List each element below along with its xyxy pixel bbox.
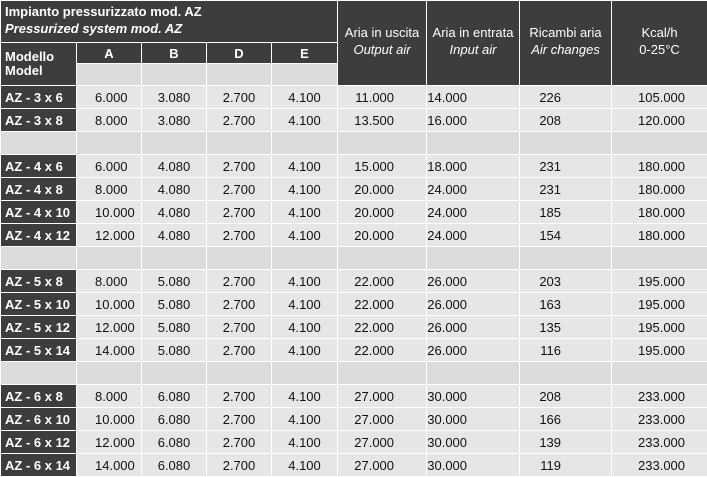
- spacer-cell: [612, 247, 707, 270]
- group-spacer-row: [1, 132, 707, 155]
- cell-kcal: 120.000: [612, 109, 707, 132]
- cell-e: 4.100: [272, 293, 338, 316]
- cell-b: 3.080: [142, 109, 207, 132]
- cell-e: 4.100: [272, 224, 338, 247]
- cell-output-air: 20.000: [338, 201, 427, 224]
- table-row: [1, 339, 707, 362]
- cell-e: 4.100: [272, 201, 338, 224]
- cell-d: 2.700: [207, 339, 272, 362]
- cell-kcal: 233.000: [612, 454, 707, 477]
- cell-b: 4.080: [142, 201, 207, 224]
- cell-input-air: 24.000: [427, 201, 520, 224]
- cell-d: 2.700: [207, 293, 272, 316]
- cell-output-air: 27.000: [338, 408, 427, 431]
- cell-model: AZ - 6 x 14: [1, 454, 77, 477]
- table-title: Impianto pressurizzato mod. AZ Pressurized system mod. AZ: [1, 1, 338, 43]
- cell-air-changes: 116: [520, 339, 612, 362]
- cell-air-changes: 185: [520, 201, 612, 224]
- cell-output-air: 27.000: [338, 454, 427, 477]
- cell-output-air: 22.000: [338, 339, 427, 362]
- cell-e: 4.100: [272, 431, 338, 454]
- table-row: [1, 224, 707, 247]
- cell-air-changes: 203: [520, 270, 612, 293]
- spacer-cell: [520, 247, 612, 270]
- spacer-cell: [272, 132, 338, 155]
- cell-e: 4.100: [272, 385, 338, 408]
- cell-input-air: 26.000: [427, 293, 520, 316]
- cell-e: 4.100: [272, 408, 338, 431]
- cell-kcal: 233.000: [612, 431, 707, 454]
- cell-output-air: 27.000: [338, 385, 427, 408]
- cell-input-air: 18.000: [427, 155, 520, 178]
- cell-e: 4.100: [272, 178, 338, 201]
- cell-output-air: 22.000: [338, 270, 427, 293]
- cell-model: AZ - 4 x 10: [1, 201, 77, 224]
- spacer-cell: [427, 247, 520, 270]
- cell-a: 14.000: [77, 339, 142, 362]
- cell-b: 6.080: [142, 431, 207, 454]
- cell-a: 8.000: [77, 270, 142, 293]
- header-model: Modello Model: [1, 43, 77, 86]
- cell-d: 2.700: [207, 385, 272, 408]
- cell-e: 4.100: [272, 155, 338, 178]
- header-col-d: D: [207, 43, 272, 64]
- cell-air-changes: 135: [520, 316, 612, 339]
- cell-a: 12.000: [77, 431, 142, 454]
- cell-b: 6.080: [142, 454, 207, 477]
- cell-model: AZ - 5 x 14: [1, 339, 77, 362]
- cell-a: 8.000: [77, 178, 142, 201]
- cell-output-air: 22.000: [338, 293, 427, 316]
- cell-kcal: 233.000: [612, 408, 707, 431]
- cell-d: 2.700: [207, 109, 272, 132]
- cell-model: AZ - 4 x 6: [1, 155, 77, 178]
- cell-air-changes: 231: [520, 178, 612, 201]
- table-row: [1, 293, 707, 316]
- cell-model: AZ - 3 x 6: [1, 86, 77, 109]
- cell-model: AZ - 4 x 8: [1, 178, 77, 201]
- cell-a: 6.000: [77, 86, 142, 109]
- cell-b: 6.080: [142, 385, 207, 408]
- cell-air-changes: 139: [520, 431, 612, 454]
- cell-air-changes: 231: [520, 155, 612, 178]
- cell-input-air: 14.000: [427, 86, 520, 109]
- cell-a: 10.000: [77, 201, 142, 224]
- group-spacer-row: [1, 362, 707, 385]
- cell-a: 6.000: [77, 155, 142, 178]
- spacer-cell: [612, 132, 707, 155]
- cell-b: 3.080: [142, 86, 207, 109]
- cell-air-changes: 208: [520, 109, 612, 132]
- spacer-cell: [427, 132, 520, 155]
- header-output-air: Aria in uscita Output air: [338, 1, 427, 86]
- table-row: [1, 109, 707, 132]
- cell-a: 10.000: [77, 293, 142, 316]
- cell-input-air: 26.000: [427, 316, 520, 339]
- cell-e: 4.100: [272, 454, 338, 477]
- cell-output-air: 20.000: [338, 178, 427, 201]
- cell-d: 2.700: [207, 178, 272, 201]
- spacer-cell: [1, 362, 77, 385]
- cell-air-changes: 163: [520, 293, 612, 316]
- cell-d: 2.700: [207, 431, 272, 454]
- cell-air-changes: 119: [520, 454, 612, 477]
- cell-d: 2.700: [207, 224, 272, 247]
- table-body: [1, 86, 707, 477]
- cell-air-changes: 208: [520, 385, 612, 408]
- cell-b: 5.080: [142, 316, 207, 339]
- cell-kcal: 180.000: [612, 224, 707, 247]
- cell-input-air: 30.000: [427, 431, 520, 454]
- cell-d: 2.700: [207, 86, 272, 109]
- spacer-cell: [77, 362, 142, 385]
- cell-input-air: 30.000: [427, 385, 520, 408]
- cell-kcal: 180.000: [612, 178, 707, 201]
- cell-input-air: 16.000: [427, 109, 520, 132]
- cell-a: 8.000: [77, 385, 142, 408]
- cell-kcal: 195.000: [612, 339, 707, 362]
- spacer-cell: [1, 132, 77, 155]
- cell-output-air: 13.500: [338, 109, 427, 132]
- spacer-cell: [272, 247, 338, 270]
- cell-b: 5.080: [142, 339, 207, 362]
- cell-a: 12.000: [77, 316, 142, 339]
- spacer-cell: [338, 247, 427, 270]
- header-col-a: A: [77, 43, 142, 64]
- cell-d: 2.700: [207, 408, 272, 431]
- header-input-air: Aria in entrata Input air: [427, 1, 520, 86]
- table-row: [1, 155, 707, 178]
- table-row: [1, 385, 707, 408]
- header-air-changes: Ricambi aria Air changes: [520, 1, 612, 86]
- cell-input-air: 30.000: [427, 408, 520, 431]
- cell-a: 14.000: [77, 454, 142, 477]
- header-blank-e: [272, 64, 338, 86]
- cell-kcal: 195.000: [612, 316, 707, 339]
- cell-input-air: 26.000: [427, 270, 520, 293]
- header-kcal: Kcal/h 0-25°C: [612, 1, 707, 86]
- cell-b: 5.080: [142, 270, 207, 293]
- spacer-cell: [520, 362, 612, 385]
- table-row: [1, 408, 707, 431]
- table-row: [1, 201, 707, 224]
- cell-b: 4.080: [142, 224, 207, 247]
- table-row: [1, 178, 707, 201]
- cell-a: 12.000: [77, 224, 142, 247]
- table-row: [1, 86, 707, 109]
- spacer-cell: [142, 132, 207, 155]
- cell-model: AZ - 5 x 12: [1, 316, 77, 339]
- cell-a: 8.000: [77, 109, 142, 132]
- cell-input-air: 24.000: [427, 224, 520, 247]
- spacer-cell: [207, 362, 272, 385]
- cell-d: 2.700: [207, 316, 272, 339]
- group-spacer-row: [1, 247, 707, 270]
- cell-model: AZ - 6 x 12: [1, 431, 77, 454]
- spacer-cell: [77, 247, 142, 270]
- cell-model: AZ - 6 x 8: [1, 385, 77, 408]
- header-col-b: B: [142, 43, 207, 64]
- cell-model: AZ - 5 x 10: [1, 293, 77, 316]
- table-row: [1, 270, 707, 293]
- spacer-cell: [338, 362, 427, 385]
- cell-e: 4.100: [272, 316, 338, 339]
- spacer-cell: [142, 362, 207, 385]
- header-col-e: E: [272, 43, 338, 64]
- cell-b: 6.080: [142, 408, 207, 431]
- cell-a: 10.000: [77, 408, 142, 431]
- cell-kcal: 195.000: [612, 270, 707, 293]
- cell-air-changes: 154: [520, 224, 612, 247]
- spacer-cell: [338, 132, 427, 155]
- table-row: [1, 454, 707, 477]
- table-row: [1, 316, 707, 339]
- cell-input-air: 30.000: [427, 454, 520, 477]
- header-blank-a: [77, 64, 142, 86]
- spacer-cell: [520, 132, 612, 155]
- header-blank-d: [207, 64, 272, 86]
- cell-kcal: 180.000: [612, 155, 707, 178]
- spacer-cell: [272, 362, 338, 385]
- table-row: [1, 431, 707, 454]
- cell-kcal: 195.000: [612, 293, 707, 316]
- cell-kcal: 180.000: [612, 201, 707, 224]
- cell-kcal: 233.000: [612, 385, 707, 408]
- cell-air-changes: 226: [520, 86, 612, 109]
- cell-input-air: 26.000: [427, 339, 520, 362]
- spacer-cell: [612, 362, 707, 385]
- spacer-cell: [1, 247, 77, 270]
- cell-d: 2.700: [207, 155, 272, 178]
- cell-air-changes: 166: [520, 408, 612, 431]
- cell-d: 2.700: [207, 201, 272, 224]
- spacer-cell: [427, 362, 520, 385]
- cell-model: AZ - 5 x 8: [1, 270, 77, 293]
- cell-output-air: 20.000: [338, 224, 427, 247]
- cell-output-air: 22.000: [338, 316, 427, 339]
- cell-b: 5.080: [142, 293, 207, 316]
- cell-output-air: 27.000: [338, 431, 427, 454]
- cell-output-air: 11.000: [338, 86, 427, 109]
- spacer-cell: [77, 132, 142, 155]
- cell-output-air: 15.000: [338, 155, 427, 178]
- spacer-cell: [207, 247, 272, 270]
- cell-b: 4.080: [142, 155, 207, 178]
- cell-kcal: 105.000: [612, 86, 707, 109]
- cell-e: 4.100: [272, 339, 338, 362]
- cell-input-air: 24.000: [427, 178, 520, 201]
- cell-b: 4.080: [142, 178, 207, 201]
- cell-d: 2.700: [207, 270, 272, 293]
- spacer-cell: [207, 132, 272, 155]
- spacer-cell: [142, 247, 207, 270]
- cell-model: AZ - 4 x 12: [1, 224, 77, 247]
- cell-d: 2.700: [207, 454, 272, 477]
- header-blank-b: [142, 64, 207, 86]
- cell-e: 4.100: [272, 86, 338, 109]
- cell-e: 4.100: [272, 109, 338, 132]
- cell-model: AZ - 3 x 8: [1, 109, 77, 132]
- cell-model: AZ - 6 x 10: [1, 408, 77, 431]
- cell-e: 4.100: [272, 270, 338, 293]
